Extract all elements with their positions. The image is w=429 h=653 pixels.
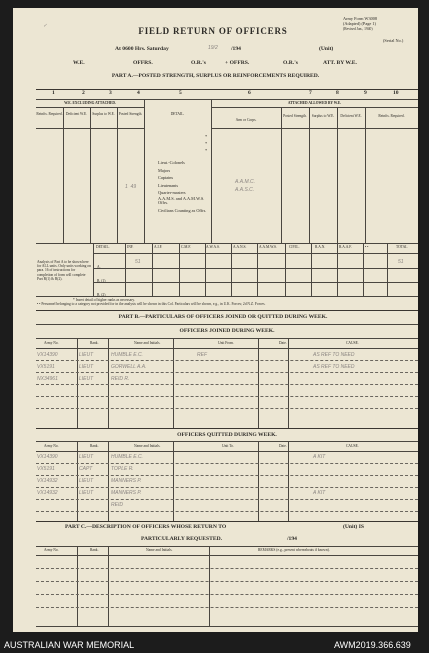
attached-allowed-label: ATTACHED ALLOWED BY W.E. — [287, 101, 342, 105]
rank-captains: Captains — [158, 175, 174, 180]
col-head-deficient: Deficient W.E. — [65, 112, 88, 116]
ranks-list — [158, 159, 213, 213]
analysis-rows: A. B. (1) B. (2) — [97, 265, 106, 297]
date-fill: 19/2 — [208, 45, 218, 51]
part-a-heading: PART A.—POSTED STRENGTH, SURPLUS OR REINFORCEMENTS REQUIRED. — [111, 73, 320, 79]
form-revised: (Revised Jan., 1940) — [343, 26, 373, 31]
analysis-note: Analysis of Part A to be shown here for ALL units. Only units working on para. 16 of instructions for completion of form will complete Part B(1) & B(2). — [37, 260, 91, 281]
archive-id: AWM2019.366.639 — [334, 640, 411, 650]
posted-fill: 1 49 — [125, 184, 137, 190]
quitted-heading: OFFICERS QUITTED DURING WEEK. — [177, 432, 277, 438]
asterisk-marks: * * * — [205, 134, 208, 153]
joined-cols: Army No. Rank. Name and Initials. Unit From. Date. CAUSE. — [44, 341, 359, 345]
col-head-surplus-att: Surplus to W.E. — [311, 114, 335, 118]
form-number-block — [343, 17, 418, 31]
rank-majors: Majors — [158, 167, 171, 173]
ors-label: O.R.'s — [191, 60, 206, 66]
part-b-heading: PART B.—PARTICULARS OF OFFICERS JOINED OR QUITTED DURING WEEK. — [118, 314, 328, 320]
analysis-heads: DETAIL. INF. A.I.F. C.M.F. A.W.A.S. A.A.N.S. A.A.M.W.S. CIVIL. R.A.N. R.A.A.F. • • TOTAL — [96, 245, 408, 249]
form-adapted: (Adapted) (Page 1) — [343, 20, 376, 26]
part-c-year: /194 — [287, 536, 297, 542]
part-c-cols: Army No. Rank. Name and Initials. REMARKS (e.g., present whereabouts if known). — [44, 548, 330, 552]
footnote-1: * Insert detail of higher ranks as necessary. — [73, 298, 135, 302]
att-label: ATT. BY W.E. — [323, 60, 357, 66]
col-head-surplus: Surplus to W.E. — [92, 112, 115, 116]
analysis-total-value: 51 — [398, 259, 404, 265]
we-excluding-label: W.E. EXCLUDING ATTACHED. — [64, 101, 116, 105]
rank-civilians: Civilians Counting as Offrs. — [158, 207, 207, 213]
part-a-col-numbers: 1 2 3 4 5 6 7 8 9 10 — [52, 90, 399, 96]
archive-credit: AUSTRALIAN WAR MEMORIAL — [4, 640, 135, 650]
at-line: At 0600 Hrs. Saturday — [115, 46, 169, 52]
col-head-reinfts-att: Reinfts. Required. — [378, 114, 405, 118]
joined-heading: OFFICERS JOINED DURING WEEK. — [179, 328, 275, 334]
col-head-detail: DETAIL. — [170, 112, 185, 116]
unit-label: (Unit) — [319, 46, 334, 52]
tick-mark: ✓ — [43, 23, 48, 29]
plus-offrs-label: + OFFRS. — [225, 60, 250, 66]
part-c-heading-1: PART C.—DESCRIPTION OF OFFICERS WHOSE RETURN TO — [65, 524, 227, 530]
form-title: FIELD RETURN OF OFFICERS — [138, 26, 288, 36]
rank-aams: A.A.M.S. and A.A.M.W.S. Offrs. — [158, 195, 205, 205]
analysis-inf-value: 51 — [135, 259, 141, 265]
col-head-reinfts: Reinfts. Required. — [36, 112, 63, 116]
ors-label-2: O.R.'s — [283, 60, 298, 66]
arms-list: A.A.M.C. A.A.S.C. — [235, 179, 256, 193]
rank-qm: Quarter-masters — [158, 190, 186, 195]
col-head-arm: Arm or Corps. — [235, 118, 257, 122]
col-head-deficient-att: Deficient W.E. — [340, 114, 362, 118]
footnote-2: • • Personnel belonging to a category not provided for in the analysis will be shown in this Col. Particulars will be shown, e.g., in U.K. Forces; 2d N.Z. Forces. — [37, 302, 266, 306]
col-head-posted: Posted Strength. — [118, 112, 143, 116]
rank-lt-col: Lieut.-Colonels — [158, 160, 185, 165]
part-c-heading-2: PARTICULARLY REQUESTED. — [141, 536, 223, 542]
offrs-label: OFFRS. — [133, 60, 153, 66]
form-sheet: Army Form W3008 (Adapted) (Page 1) (Revised Jan., 1940) (Serial No.) ✓ FIELD RETURN OF OFFICERS At 0600 Hrs. Saturday 19/2 /194 (Unit) W.E. OFFRS. O.R.'s + OFFRS. O.R.'s ATT. BY W.E. PART A.—POSTED STRENGTH, SURPLUS OR REINFORCEMENTS REQUIRED. 1 2 3 4 5 6 7 8 9 10 W.E. EXCLUDING ATTACHED. ATTACHED ALLOWED BY W.E. Reinfts. Required. Deficient W.E. Surplus to W.E. Posted Strength. DETAIL. Arm or Corps. Posted Strength. Surplus to W.E. Deficient W.E. Reinfts. Required. Lieut.-Colonels Majors Captains Lieutenants Quarter-masters A.A.M.S. and A.A.M.W.S. Offrs. Civilians Counting as Offrs. * * * A.A.M.C. A.A.S.C. 1 49 Analysis of Part A to be shown here for ALL units. Only units working on para. 16 of instructions for completion of form will complete Part B(1) & B(2). DETAIL. INF. A.I.F. C.M.F. A.W.A.S. A.A.N.S. A.A.M.W.S. CIVIL. R.A.N. R.A.A.F. • • TOTAL A. B. (1) B. (2) 51 51 * Insert detail of higher ranks as necessary. • • Personnel belonging to a category not provided for in the analysis will be shown in this Col. Particulars will be shown, e.g., in U.K. Forces; 2d N.Z. Forces. PART B.—PARTICULARS OF OFFICERS JOINED OR QUITTED DURING WEEK. OFFICERS JOINED DURING WEEK. Army No. Rank. Name and Initials. Unit From. Date. CAUSE. VX14390 LIEUT HUMBLE E.C. REF AS REF TO NEED VX5191 LIEUT GORWELL A.A. AS REF TO NEED NX34961 LIEUT REID R. OFFICERS QUITTED DURING WEEK. Army No. Rank. Name and Initials. Unit To. Date. CAUSE. VX14390 LIEUT HUMBLE E.C. A KIT VX5191 CAPT TOPLE R. VX14932 LIEUT MANNERS P. VX14932 LIEUT MANNERS P. A KIT REID PART C.—DESCRIPTION OF OFFICERS WHOSE RETURN TO (Unit) IS PARTICULARLY REQUESTED. /194 Army No. Rank. Name and Initials. REMARKS (e.g., present whereabouts if known). — [13, 8, 418, 632]
year-label: /194 — [231, 46, 241, 52]
we-label: W.E. — [73, 60, 85, 66]
quitted-cols: Army No. Rank. Name and Initials. Unit To. Date. CAUSE. — [44, 444, 359, 448]
col-head-posted-att: Posted Strength. — [283, 114, 307, 118]
part-c-unit-is: (Unit) IS — [343, 524, 364, 530]
serial-label: (Serial No.) — [383, 38, 404, 43]
form-number: Army Form W3008 — [343, 16, 378, 21]
rank-lieutenants: Lieutenants — [158, 182, 179, 188]
